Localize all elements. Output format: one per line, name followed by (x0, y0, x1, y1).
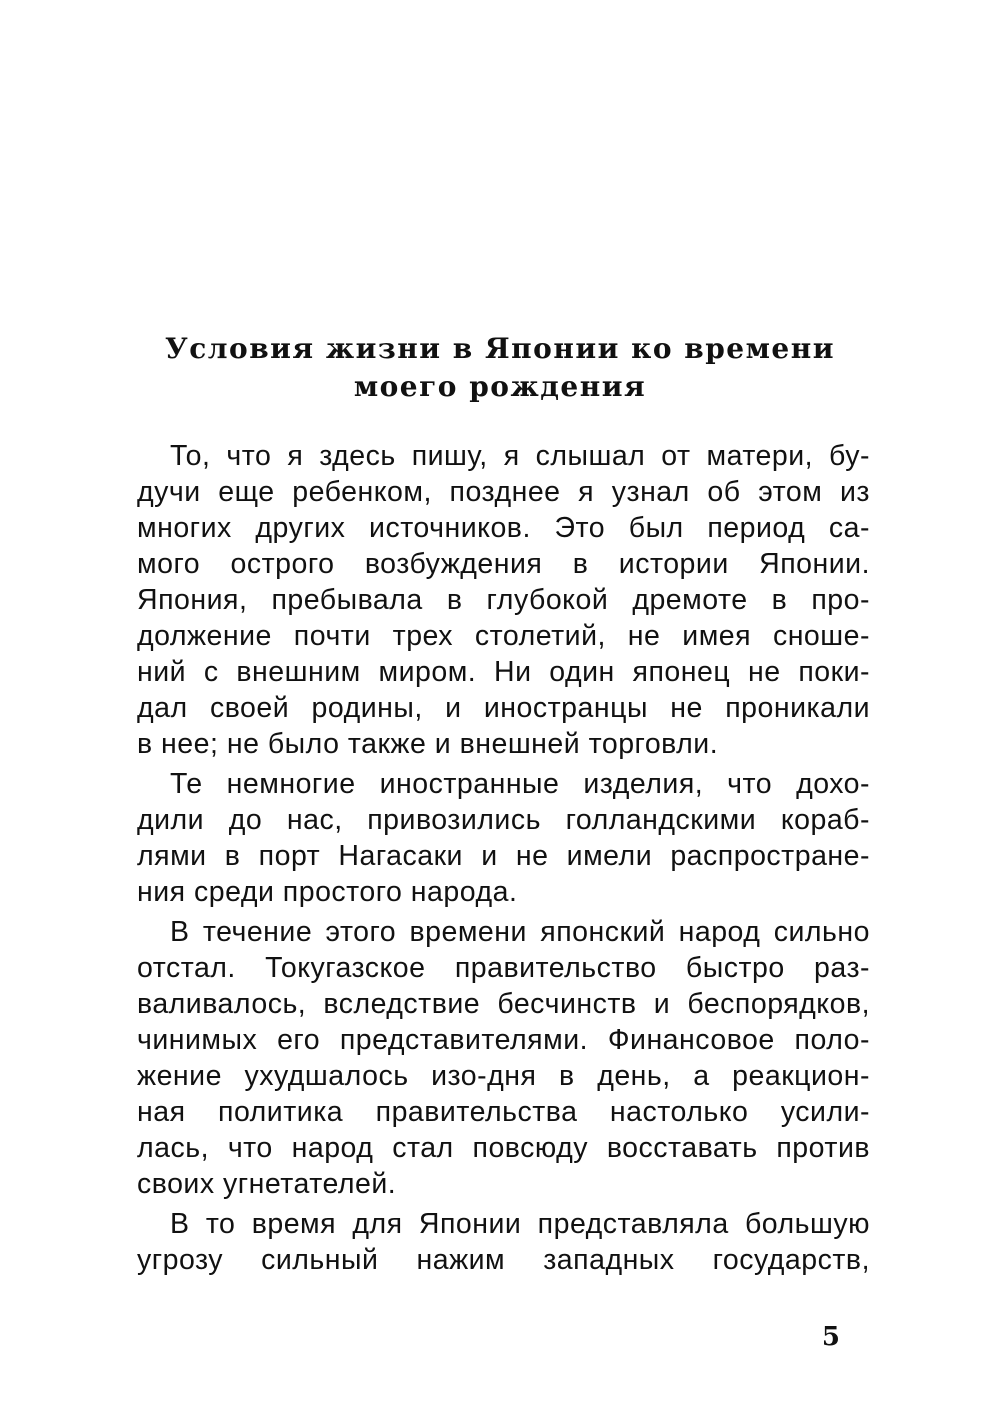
text-line: лями в порт Нагасаки и не имели распростране- (137, 840, 870, 872)
chapter-heading-line-1: Условия жизни в Японии ко времени (165, 332, 835, 365)
text-line: валивалось, вследствие бесчинств и беспорядков, (137, 988, 870, 1020)
text-line: в нее; не было также и внешней торговли. (137, 728, 719, 760)
text-line: Япония, пребывала в глубокой дремоте в про- (137, 584, 870, 616)
chapter-heading-line-2: моего рождения (353, 370, 647, 403)
text-line: В то время для Японии представляла большую (170, 1208, 870, 1240)
text-line: дили до нас, привозились голландскими кораб- (137, 804, 870, 836)
text-line: Те немногие иностранные изделия, что дохо- (170, 768, 870, 800)
text-line: лась, что народ стал повсюду восставать против (137, 1132, 870, 1164)
text-line: ний с внешним миром. Ни один японец не поки- (137, 656, 870, 688)
text-line: В течение этого времени японский народ сильно (170, 916, 870, 948)
text-line: То, что я здесь пишу, я слышал от матери, бу- (170, 440, 870, 472)
text-line: жение ухудшалось изо-дня в день, а реакцион- (137, 1060, 870, 1092)
body-text (137, 438, 870, 1282)
text-line: должение почти трех столетий, не имея сноше- (137, 620, 870, 652)
text-line: угрозу сильный нажим западных государств, (137, 1244, 870, 1276)
text-line: своих угнетателей. (137, 1168, 397, 1200)
text-line: ния среди простого народа. (137, 876, 518, 908)
paragraph-1 (137, 438, 870, 762)
page-number: 5 (821, 1322, 840, 1352)
chapter-heading (130, 330, 870, 406)
text-line: чинимых его представителями. Финансовое поло- (137, 1024, 870, 1056)
text-line: многих других источников. Это был период са- (137, 512, 870, 544)
text-line: мого острого возбуждения в истории Японии. (137, 548, 870, 580)
paragraph-3 (137, 914, 870, 1202)
text-line: ная политика правительства настолько усили- (137, 1096, 870, 1128)
text-line: отстал. Токугазское правительство быстро раз- (137, 952, 870, 984)
paragraph-2 (137, 766, 870, 910)
text-line: дучи еще ребенком, позднее я узнал об этом из (137, 476, 870, 508)
text-line: дал своей родины, и иностранцы не проникали (137, 692, 870, 724)
paragraph-4 (137, 1206, 870, 1278)
